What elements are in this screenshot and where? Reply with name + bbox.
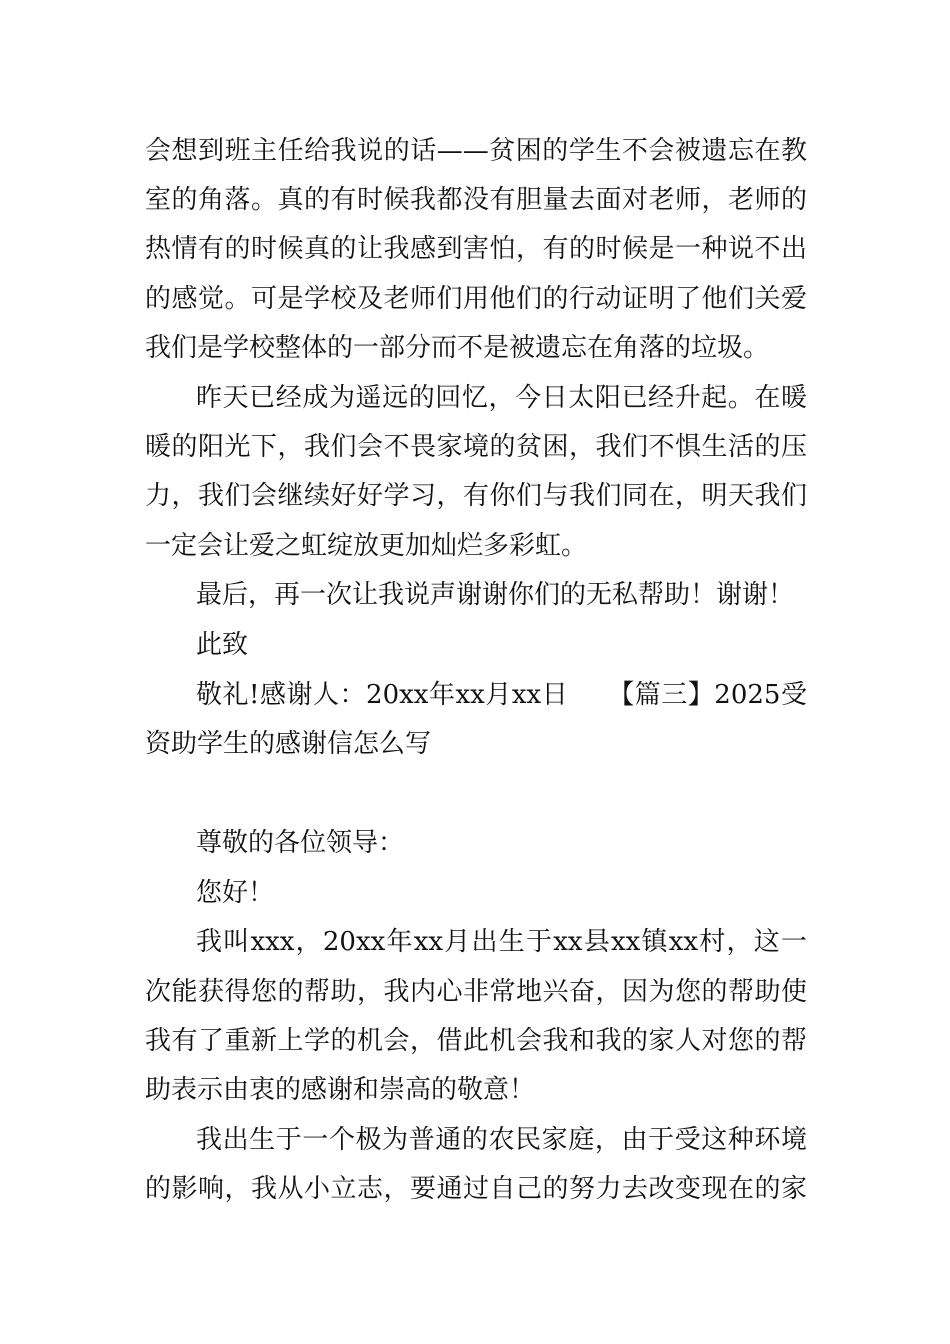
paragraph-first-line: 最后，再一次让我说声谢谢你们的无私帮助！谢谢！ [196, 580, 795, 610]
text-line: 会想到班主任给我说的话——贫困的学生不会被遗忘在教 [145, 136, 807, 166]
closing-line: 此致 [196, 630, 249, 660]
text-line: 热情有的时候真的让我感到害怕，有的时候是一种说不出 [145, 234, 807, 264]
text-line: 暖的阳光下，我们会不畏家境的贫困，我们不惧生活的压 [145, 432, 807, 462]
text-line: 我有了重新上学的机会，借此机会我和我的家人对您的帮 [145, 1026, 807, 1056]
text-line: 的影响，我从小立志，要通过自己的努力去改变现在的家 [145, 1174, 807, 1204]
text-line: 力，我们会继续好好学习，有你们与我们同在，明天我们 [145, 481, 807, 511]
text-line: 次能获得您的帮助，我内心非常地兴奋，因为您的帮助使 [145, 977, 807, 1007]
section-title-line: 资助学生的感谢信怎么写 [145, 729, 432, 759]
paragraph-first-line: 我出生于一个极为普通的农民家庭，由于受这种环境 [196, 1125, 807, 1155]
signature-line: 敬礼!感谢人：20xx年xx月xx日 【篇三】2025受 [196, 680, 807, 710]
salutation-line: 尊敬的各位领导： [196, 828, 405, 858]
text-line: 一定会让爱之虹绽放更加灿烂多彩虹。 [145, 531, 588, 561]
text-line: 室的角落。真的有时候我都没有胆量去面对老师，老师的 [145, 185, 807, 215]
text-line: 的感觉。可是学校及老师们用他们的行动证明了他们关爱 [145, 284, 807, 314]
text-line: 我们是学校整体的一部分而不是被遗忘在角落的垃圾。 [145, 333, 770, 363]
paragraph-first-line: 我叫xxx，20xx年xx月出生于xx县xx镇xx村，这一 [196, 927, 807, 957]
greeting-line: 您好！ [196, 878, 275, 908]
paragraph-first-line: 昨天已经成为遥远的回忆，今日太阳已经升起。在暖 [196, 383, 807, 413]
text-line: 助表示由衷的感谢和崇高的敬意！ [145, 1075, 536, 1105]
